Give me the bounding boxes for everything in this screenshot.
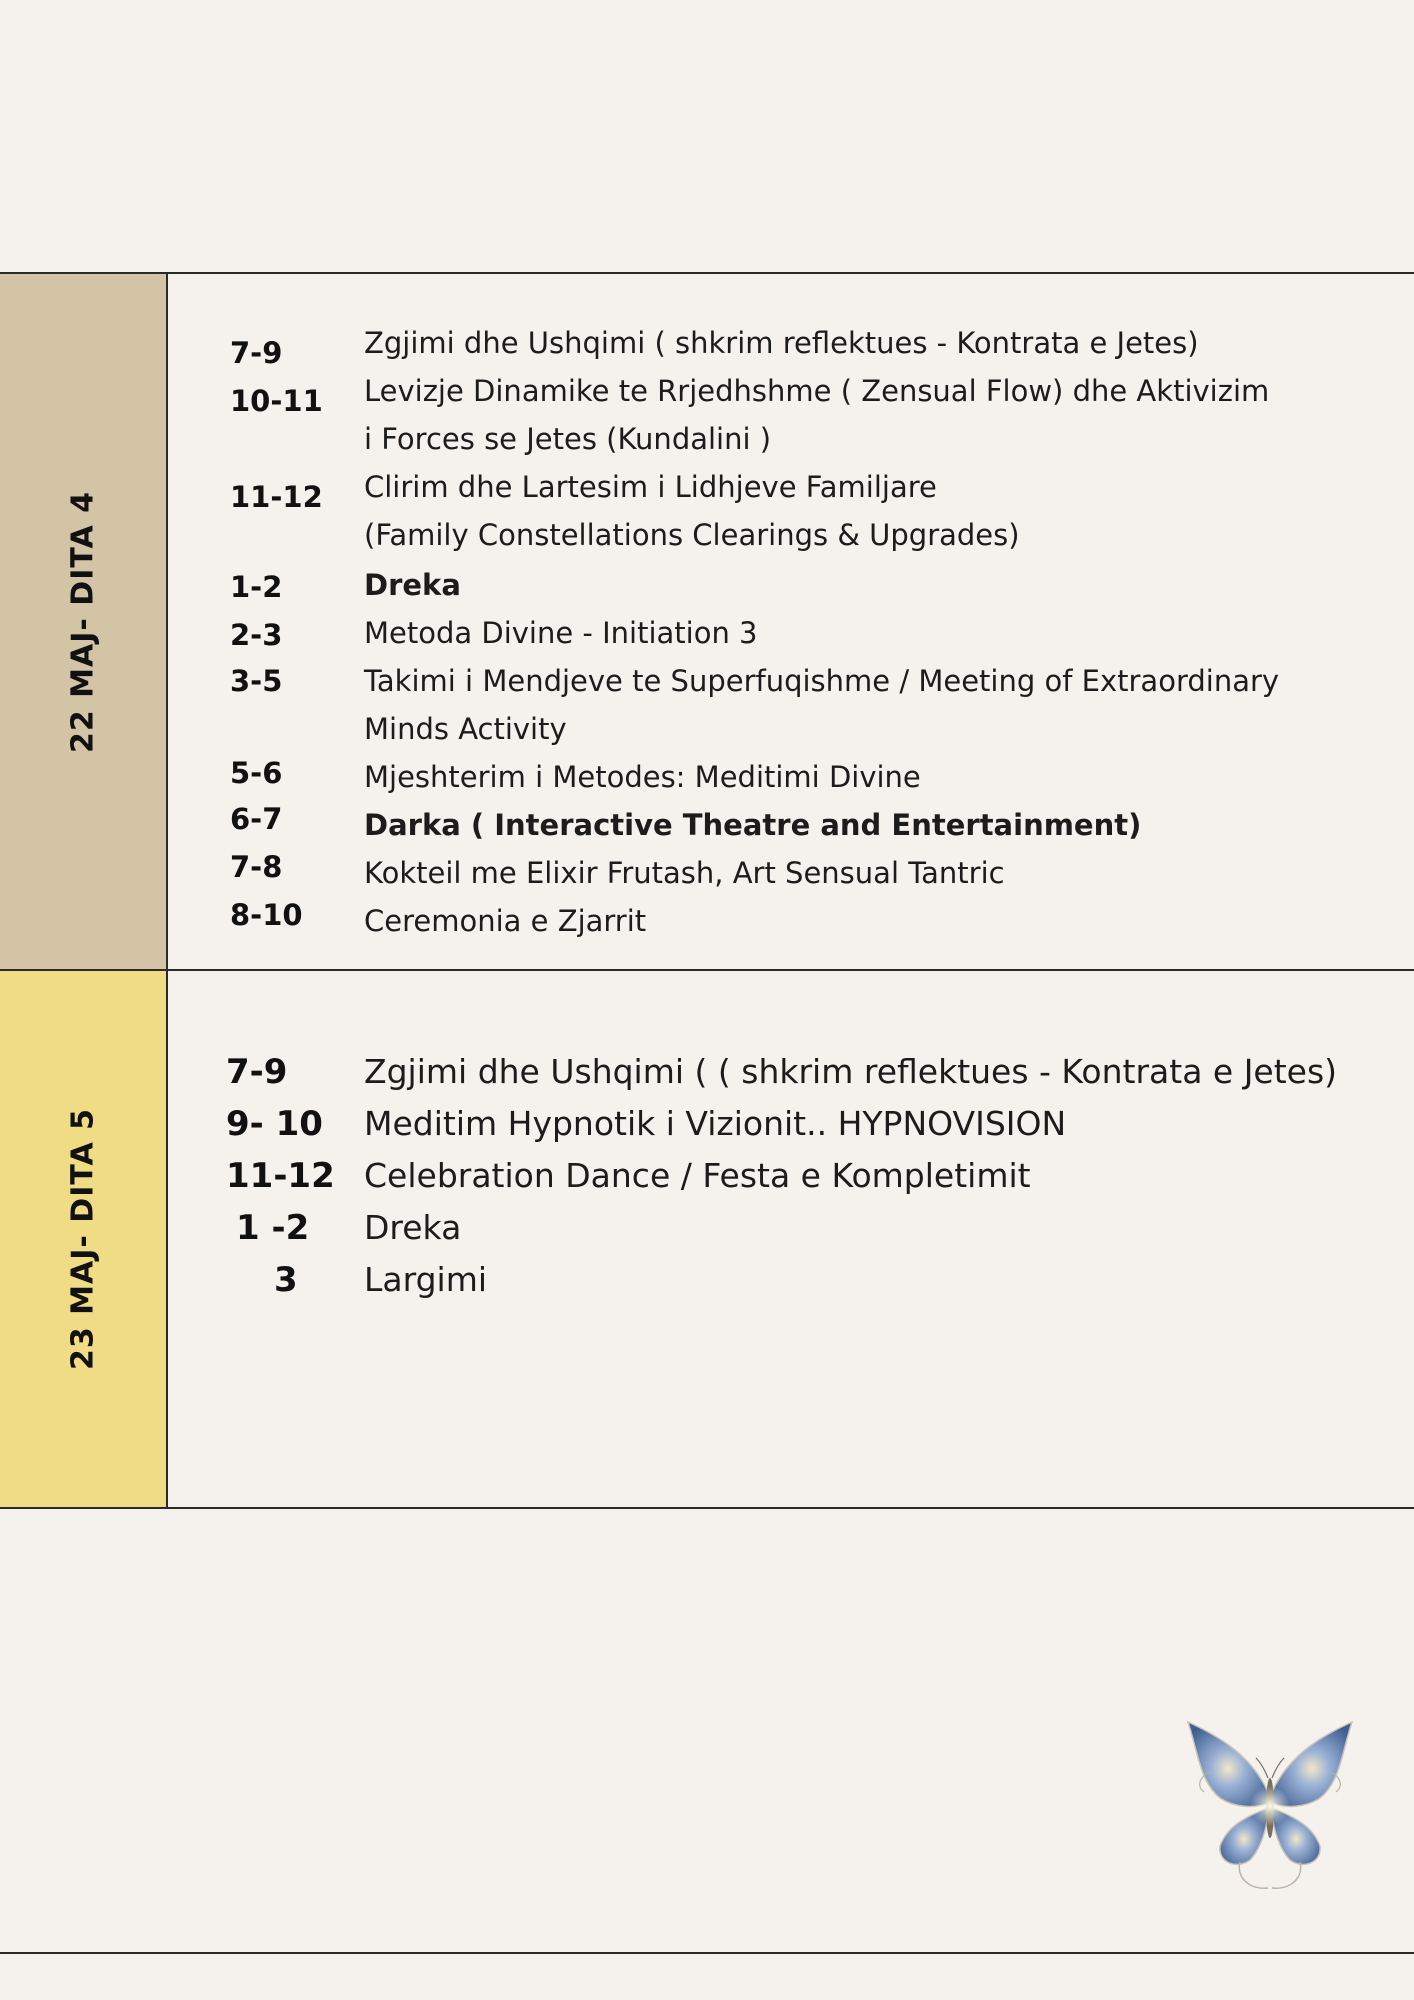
- column-divider: [166, 274, 168, 969]
- activity-text-continued: Minds Activity: [364, 712, 567, 746]
- time-slot: 3: [274, 1260, 298, 1300]
- time-slot: 11-12: [230, 480, 323, 514]
- activity-text: Takimi i Mendjeve te Superfuqishme / Meeting of Extraordinary: [364, 664, 1280, 698]
- divider-footer: [0, 1952, 1414, 1954]
- time-slot: 8-10: [230, 898, 303, 932]
- time-slot: 1-2: [230, 570, 283, 604]
- activity-text: Dreka: [364, 568, 461, 602]
- divider-top: [0, 272, 1414, 274]
- activity-text-continued: i Forces se Jetes (Kundalini ): [364, 422, 772, 456]
- time-slot: 7-9: [230, 336, 283, 370]
- activity-text: Kokteil me Elixir Frutash, Art Sensual Tantric: [364, 856, 1005, 890]
- activity-text: Dreka: [364, 1208, 462, 1247]
- activity-text: Zgjimi dhe Ushqimi ( ( shkrim reflektues - Kontrata e Jetes): [364, 1052, 1338, 1091]
- activity-text: Clirim dhe Lartesim i Lidhjeve Familjare: [364, 470, 937, 504]
- divider-middle: [0, 969, 1414, 971]
- day-tab-22-maj: [0, 274, 166, 969]
- activity-text: Largimi: [364, 1260, 488, 1299]
- time-slot: 9- 10: [226, 1104, 323, 1144]
- time-slot: 10-11: [230, 384, 323, 418]
- time-slot: 5-6: [230, 756, 283, 790]
- activity-text: Mjeshterim i Metodes: Meditimi Divine: [364, 760, 921, 794]
- activity-text: Celebration Dance / Festa e Kompletimit: [364, 1156, 1031, 1195]
- activity-text: Zgjimi dhe Ushqimi ( shkrim reflektues - Kontrata e Jetes): [364, 326, 1199, 360]
- time-slot: 2-3: [230, 618, 283, 652]
- activity-text: Levizje Dinamike te Rrjedhshme ( Zensual Flow) dhe Aktivizim: [364, 374, 1270, 408]
- divider-bottom: [0, 1507, 1414, 1509]
- time-slot: 6-7: [230, 802, 283, 836]
- column-divider: [166, 971, 168, 1507]
- activity-text: Ceremonia e Zjarrit: [364, 904, 647, 938]
- day-label: 23 MAJ- DITA 5: [65, 1107, 101, 1371]
- activity-text: Darka ( Interactive Theatre and Entertainment): [364, 808, 1142, 842]
- day-tab-23-maj: [0, 971, 166, 1507]
- time-slot: 3-5: [230, 664, 283, 698]
- activity-text: Metoda Divine - Initiation 3: [364, 616, 758, 650]
- time-slot: 7-8: [230, 850, 283, 884]
- day-label: 22 MAJ- DITA 4: [65, 490, 101, 753]
- butterfly-icon: [1180, 1712, 1360, 1898]
- time-slot: 1 -2: [236, 1208, 310, 1248]
- time-slot: 11-12: [226, 1156, 335, 1196]
- time-slot: 7-9: [226, 1052, 288, 1092]
- activity-text-continued: (Family Constellations Clearings & Upgrades): [364, 518, 1020, 552]
- activity-text: Meditim Hypnotik i Vizionit.. HYPNOVISION: [364, 1104, 1067, 1143]
